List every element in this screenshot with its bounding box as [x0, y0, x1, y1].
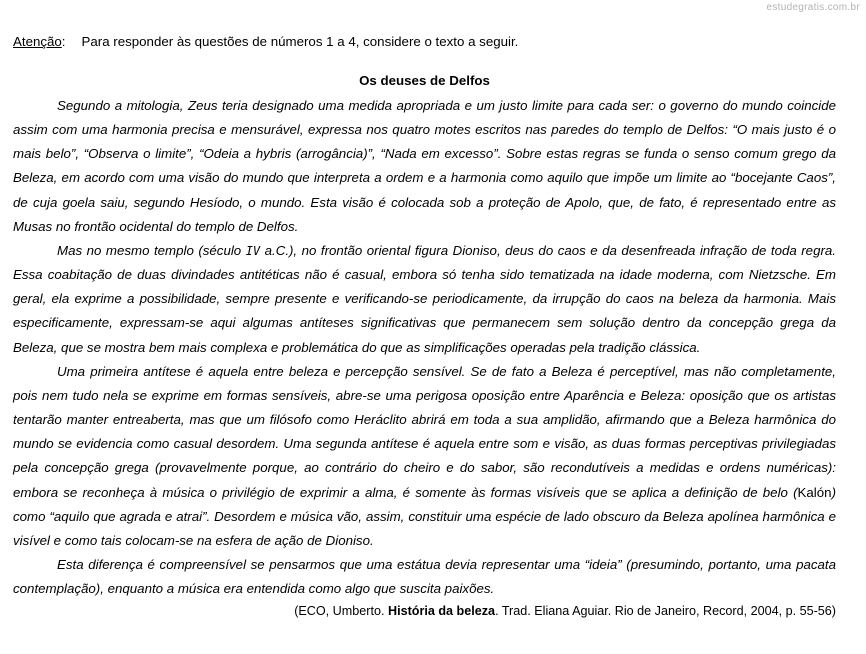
kalon-term: Kalón — [797, 484, 832, 500]
century-numeral: IV — [245, 243, 261, 258]
paragraph-1: Segundo a mitologia, Zeus teria designado uma medida apropriada e um justo limite para cada ser: o governo do mundo coincide assim com uma harmonia precisa e mensurável, expressa nos quatro motes escritos nas paredes do templo de Delfos: “O mais justo é o mais belo”, “Observa o limite”, “Odeia a hybris (arrogância)”, “Nada em excesso”. Sobre estas regras se funda o senso comum grego da Beleza, em acordo com uma visão do mundo que interpreta a ordem e a harmonia como aquilo que impõe um limite ao “bocejante Caos”, de cuja goela saiu, segundo Hesíodo, o mundo. Esta visão é colocada sob a proteção de Apolo, que, de fato, é representado entre as Musas no frontão ocidental do templo de Delfos. — [13, 98, 836, 234]
text-body — [13, 94, 836, 601]
text-title: Os deuses de Delfos — [359, 73, 490, 88]
attention-colon: : — [61, 34, 66, 49]
paragraph-2-start: Mas no mesmo templo (século — [57, 242, 246, 258]
paragraph-4: Esta diferença é compreensível se pensarmos que uma estátua devia representar uma “ideia” (presumindo, portanto, uma pacata contemplação), enquanto a música era entendida como algo que suscita paixões. — [13, 556, 836, 597]
attention-text: Para responder às questões de números 1 a 4, considere o texto a seguir. — [81, 34, 519, 49]
reference — [13, 601, 836, 621]
paragraph-2-rest: a.C.), no frontão oriental figura Dioniso, deus do caos e da desenfreada infração de toda regra. Essa coabitação de duas divindades antitéticas não é casual, embora só tenha sido tematizada na idade moderna, com Nietzsche. Em geral, ela exprime a possibilidade, sempre presente e verificando-se periodicamente, da irrupção do caos na beleza da harmonia. Mais especificamente, expressam-se aqui algumas antíteses significativas que permanecem sem solução dentro da concepção grega da Beleza, que se mostra bem mais complexa e problemática do que as simplificações operadas pela tradição clássica. — [13, 242, 836, 355]
attention-note — [13, 32, 836, 52]
reference-prefix: (ECO, Umberto. — [294, 604, 388, 619]
paragraph-3-start: Uma primeira antítese é aquela entre beleza e percepção sensível. Se de fato a Beleza é perceptível, mas não completamente, pois nem tudo nela se exprime em formas sensíveis, abre-se uma perigosa oposição entre Aparência e Beleza: oposição que os artistas tentarão manter entreaberta, mas que um filósofo como Heráclito abrirá em toda a sua amplidão, afirmando que a Beleza harmônica do mundo se evidencia como casual desordem. Uma segunda antítese é aquela entre som e visão, as duas formas perceptivas privilegiadas pela concepção grega (provavelmente porque, ao contrário do cheiro e do sabor, são recondutíveis a medidas e ordens numéricas): embora se reconheça à música o privilégio de exprimir a alma, é somente às formas visíveis que se aplica a definição de belo ( — [13, 363, 836, 500]
attention-label: Atenção — [13, 34, 62, 49]
reference-suffix: . Trad. Eliana Aguiar. Rio de Janeiro, Record, 2004, p. 55-56) — [495, 604, 836, 619]
document — [13, 32, 836, 621]
paragraph-3 — [13, 360, 836, 553]
paragraph-2 — [13, 239, 836, 360]
paragraph-3-rest: ) como “aquilo que agrada e atrai”. Desordem e música vão, assim, constituir uma espécie de lado obscuro da Beleza apolínea harmônica e visível e como tais colocam-se na esfera de ação de Dioniso. — [13, 484, 836, 548]
watermark: estudegratis.com.br — [766, 2, 860, 13]
reference-book-title: História da beleza — [387, 604, 496, 619]
